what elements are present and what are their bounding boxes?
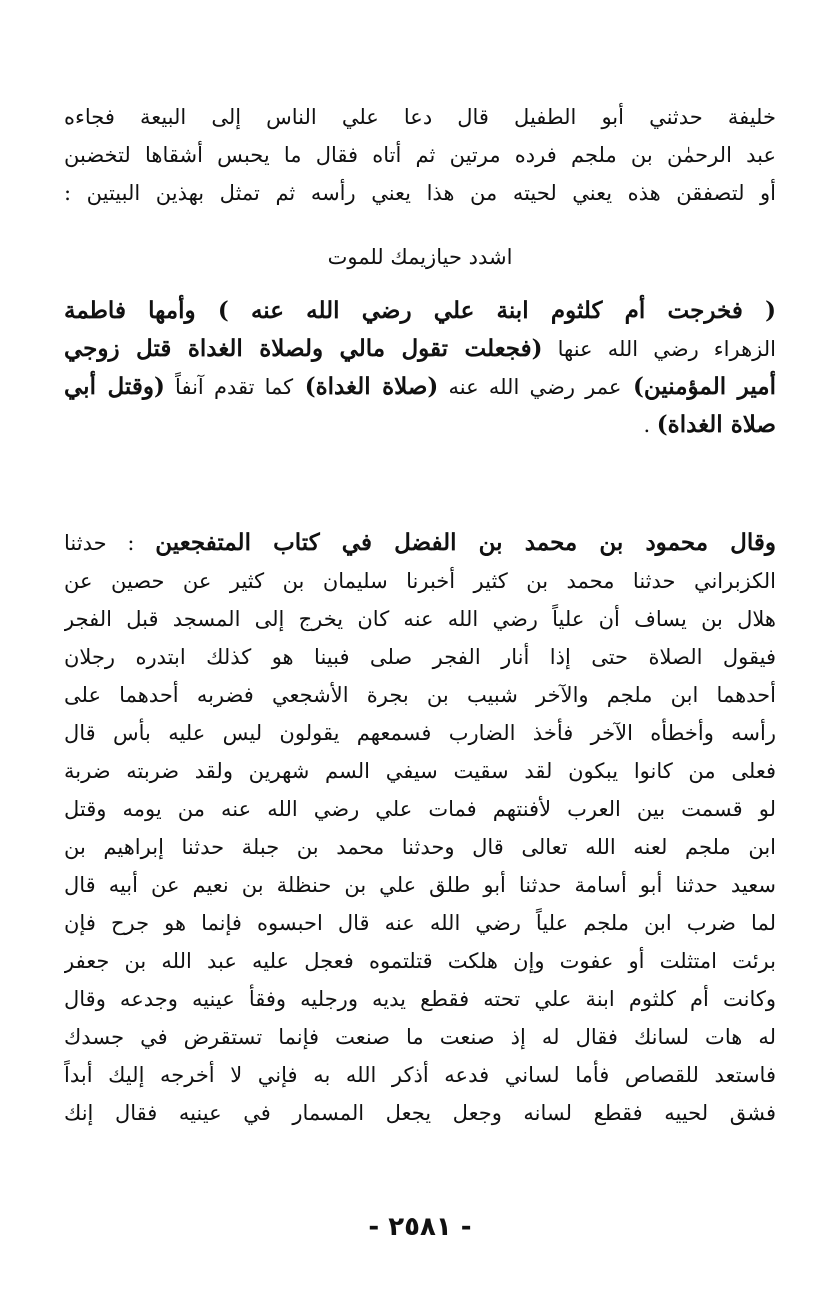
- text-run: عمر رضي الله عنه: [438, 375, 622, 399]
- bold-text-run: أمير المؤمنين): [621, 373, 776, 400]
- text-line: ابن ملجم لعنه الله تعالى قال وحدثنا محمد بن جبلة حدثنا إبراهيم بن: [64, 835, 776, 859]
- text-line: لو قسمت بين العرب لأفنتهم فمات علي رضي الله عنه من يومه وقتل: [64, 797, 776, 821]
- text-line: [64, 368, 776, 406]
- text-line: له هات لسانك فقال له إذ صنعت ما صنعت فإنما تستقرض في جسدك: [64, 1025, 776, 1049]
- text-line: أحدهما ابن ملجم والآخر شبيب بن بجرة الأشجعي فضربه أحدهما على: [64, 683, 776, 707]
- text-line: خليفة حدثني أبو الطفيل قال دعا علي الناس إلى البيعة فجاءه: [64, 105, 776, 129]
- text-run: الزهراء رضي الله عنها: [542, 337, 776, 361]
- text-line: ( فخرجت أم كلثوم ابنة علي رضي الله عنه ) وأمها فاطمة: [64, 297, 776, 324]
- text-run: : حدثنا: [64, 531, 156, 555]
- text-line: [64, 330, 776, 368]
- text-run: .: [643, 413, 657, 437]
- bold-text-run: صلاة الغداة): [656, 411, 776, 438]
- text-line: رأسه وأخطأه الآخر فأخذ الضارب فسمعهم يقولون ليس عليه بأس قال: [64, 721, 776, 745]
- text-line: لما ضرب ابن ملجم علياً رضي الله عنه قال احبسوه فإنما هو جرح فإن: [64, 911, 776, 935]
- text-line: فشق لحييه فقطع لسانه وجعل يجعل المسمار في عينيه فقال إنك: [64, 1101, 776, 1125]
- text-line: فيقول الصلاة حتى إذا أنار الفجر صلى فبينا هو كذلك ابتدره رجلان: [64, 645, 776, 669]
- text-line: عبد الرحمٰن بن ملجم فرده مرتين ثم أتاه فقال ما يحبس أشقاها لتخضبن: [64, 143, 776, 167]
- text-line: [64, 406, 776, 444]
- text-line: وكانت أم كلثوم ابنة علي تحته فقطع يديه ورجليه وفقأ عينيه وجدعه وقال: [64, 987, 776, 1011]
- text-run: كما تقدم آنفاً: [164, 375, 294, 399]
- bold-text-run: وقال محمود بن محمد بن الفضل في كتاب المتفجعين: [155, 529, 776, 556]
- text-line: برئت امتثلت أو عفوت وإن هلكت قتلتموه فعجل عليه عبد الله بن جعفر: [64, 949, 776, 973]
- text-line: فاستعد للقصاص فأما لساني فدعه أذكر الله به فإني لا أخرجه إليك أبداً: [64, 1063, 776, 1087]
- bold-text-run: (صلاة الغداة): [293, 373, 439, 400]
- text-line: الكزبراني حدثنا محمد بن كثير أخبرنا سليمان بن كثير عن حصين عن: [64, 569, 776, 593]
- text-line: سعيد حدثنا أبو أسامة حدثنا أبو طلق علي بن حنظلة بن نعيم عن أبيه قال: [64, 873, 776, 897]
- verse-line: اشدد حيازيمك للموت: [327, 245, 513, 269]
- bold-text-run: (وقتل أبي: [64, 373, 165, 400]
- page-number: - ٢٥٨١ -: [368, 1212, 472, 1242]
- bold-text-run: (فجعلت تقول مالي ولصلاة الغداة قتل زوجي: [64, 335, 543, 362]
- text-line: [64, 524, 776, 562]
- text-line: أو لتصفقن هذه يعني لحيته من هذا يعني رأسه ثم تمثل بهذين البيتين :: [64, 181, 776, 205]
- text-line: هلال بن يساف أن علياً رضي الله عنه كان يخرج إلى المسجد قبل الفجر: [64, 607, 776, 631]
- text-line: فعلى من كانوا يبكون لقد سقيت سيفي السم شهرين ولقد ضربته ضربة: [64, 759, 776, 783]
